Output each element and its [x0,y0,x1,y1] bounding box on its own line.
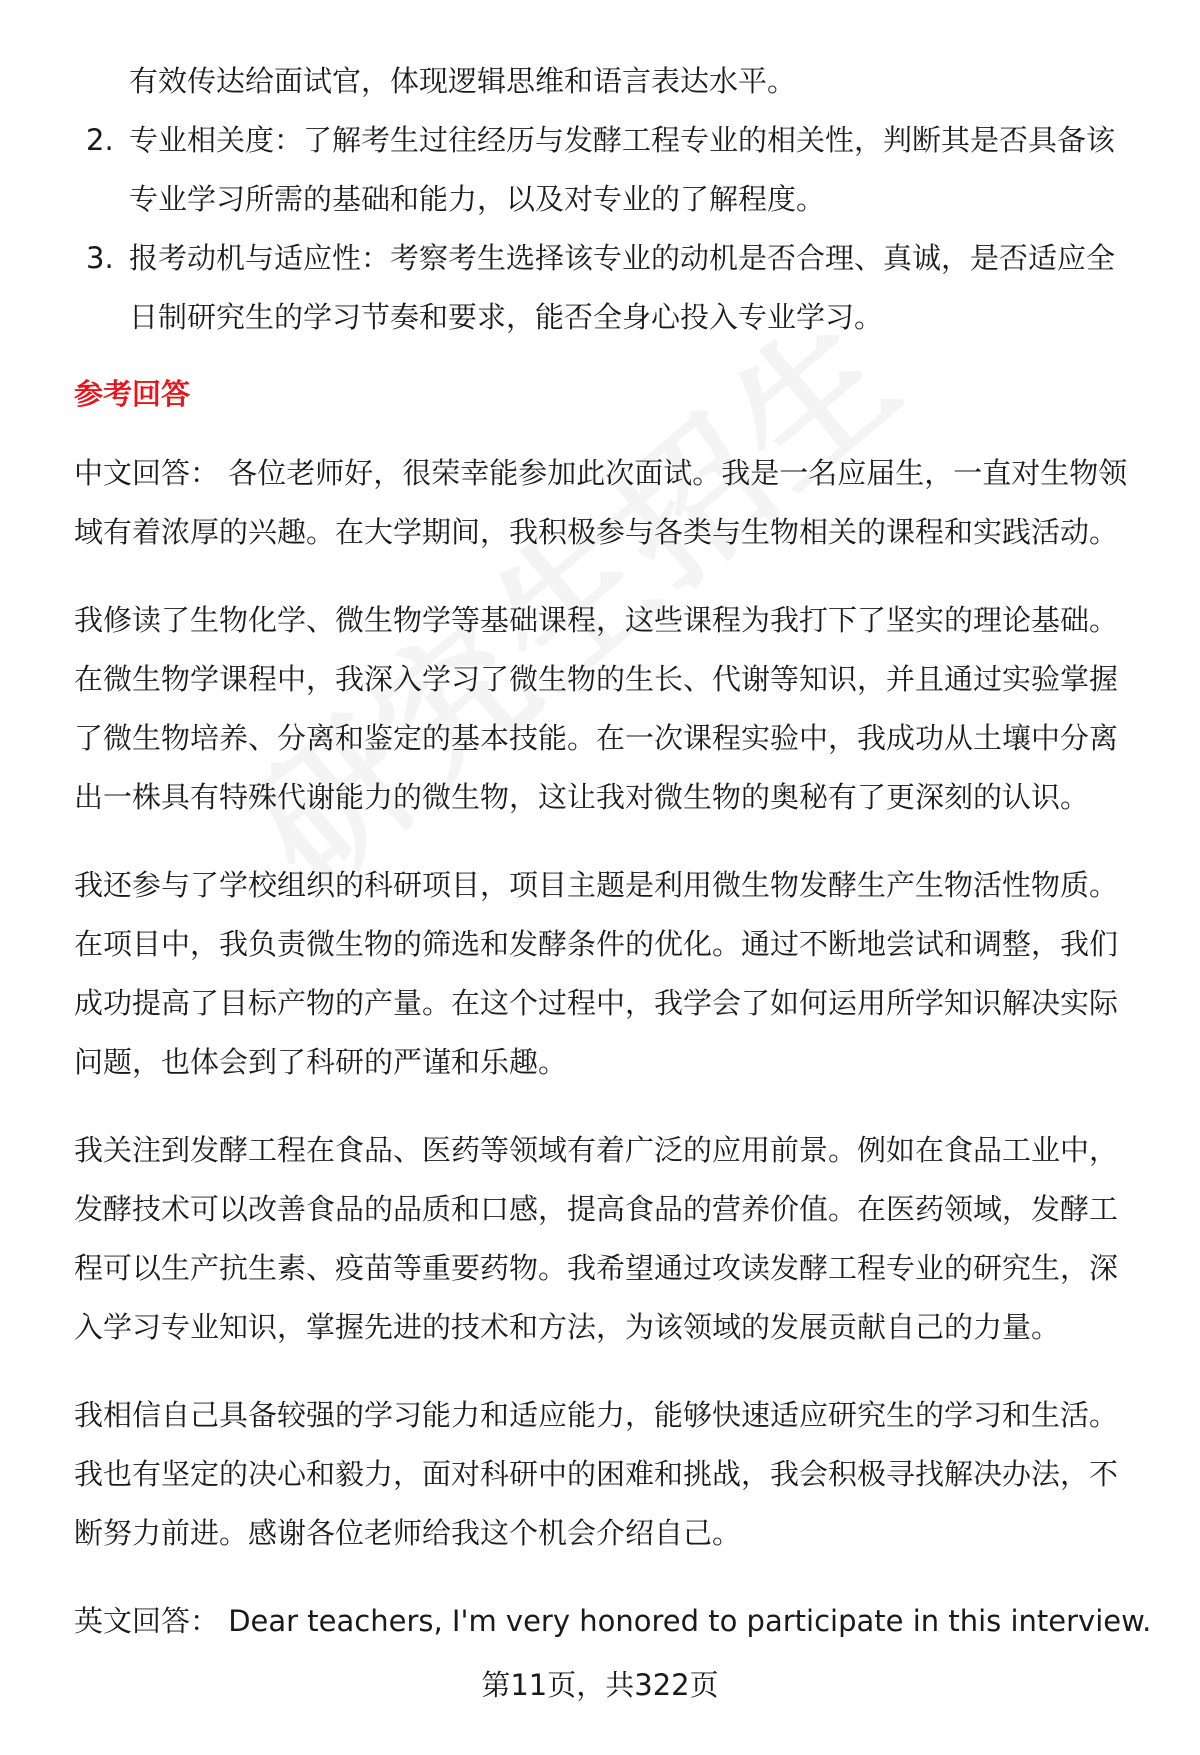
text-line: 专业相关度：了解考生过往经历与发酵工程专业的相关性，判断其是否具备该 [129,123,1116,157]
text-line: 在微生物学课程中，我深入学习了微生物的生长、代谢等知识，并且通过实验掌握 [74,662,1119,696]
paragraph [74,444,1164,562]
text-line: 域有着浓厚的兴趣。在大学期间，我积极参与各类与生物相关的课程和实践活动。 [74,515,1119,549]
paragraph [74,591,1164,827]
text-line: 中文回答： 各位老师好，很荣幸能参加此次面试。我是一名应届生，一直对生物领 [74,456,1128,490]
criteria-item [74,111,1164,229]
content [74,52,1164,1680]
text-line: 发酵技术可以改善食品的品质和口感，提高食品的营养价值。在医药领域，发酵工 [74,1192,1119,1226]
text-line: 断努力前进。感谢各位老师给我这个机会介绍自己。 [74,1516,742,1550]
text-line: 我还参与了学校组织的科研项目，项目主题是利用微生物发酵生产生物活性物质。 [74,868,1119,902]
text-line: 出一株具有特殊代谢能力的微生物，这让我对微生物的奥秘有了更深刻的认识。 [74,780,1090,814]
text-line: 我修读了生物化学、微生物学等基础课程，这些课程为我打下了坚实的理论基础。 [74,603,1119,637]
text-line: 了微生物培养、分离和鉴定的基本技能。在一次课程实验中，我成功从土壤中分离 [74,721,1119,755]
text-line: 入学习专业知识，掌握先进的技术和方法，为该领域的发展贡献自己的力量。 [74,1310,1061,1344]
text-line: 成功提高了目标产物的产量。在这个过程中，我学会了如何运用所学知识解决实际 [74,986,1119,1020]
page-number: 第11页，共322页 [481,1668,719,1702]
text-line: 专业学习所需的基础和能力，以及对专业的了解程度。 [129,182,826,216]
text-line: 我关注到发酵工程在食品、医药等领域有着广泛的应用前景。例如在食品工业中， [74,1133,1119,1167]
text-line: 日制研究生的学习节奏和要求，能否全身心投入专业学习。 [129,300,884,334]
text-line: 我相信自己具备较强的学习能力和适应能力，能够快速适应研究生的学习和生活。 [74,1398,1119,1432]
section-heading: 参考回答 [74,377,191,411]
english-answer: 英文回答： Dear teachers, I'm very honored to participate in this interview. [74,1604,1152,1638]
text-line: 我也有坚定的决心和毅力，面对科研中的困难和挑战，我会积极寻找解决办法，不 [74,1457,1119,1491]
paragraph [74,856,1164,1092]
text-line: 程可以生产抗生素、疫苗等重要药物。我希望通过攻读发酵工程专业的研究生，深 [74,1251,1119,1285]
list-text [129,111,1164,229]
list-number: 2. [86,123,114,157]
text-line: 问题，也体会到了科研的严谨和乐趣。 [74,1045,568,1079]
text-line: 在项目中，我负责微生物的筛选和发酵条件的优化。通过不断地尝试和调整，我们 [74,927,1119,961]
text-line: 报考动机与适应性：考察考生选择该专业的动机是否合理、真诚，是否适应全 [129,241,1116,275]
list-number: 3. [86,241,114,275]
paragraph [74,1121,1164,1357]
criteria-item [74,229,1164,347]
continued-line: 有效传达给面试官，体现逻辑思维和语言表达水平。 [129,64,797,98]
paragraph [74,1386,1164,1563]
list-text [129,229,1164,347]
